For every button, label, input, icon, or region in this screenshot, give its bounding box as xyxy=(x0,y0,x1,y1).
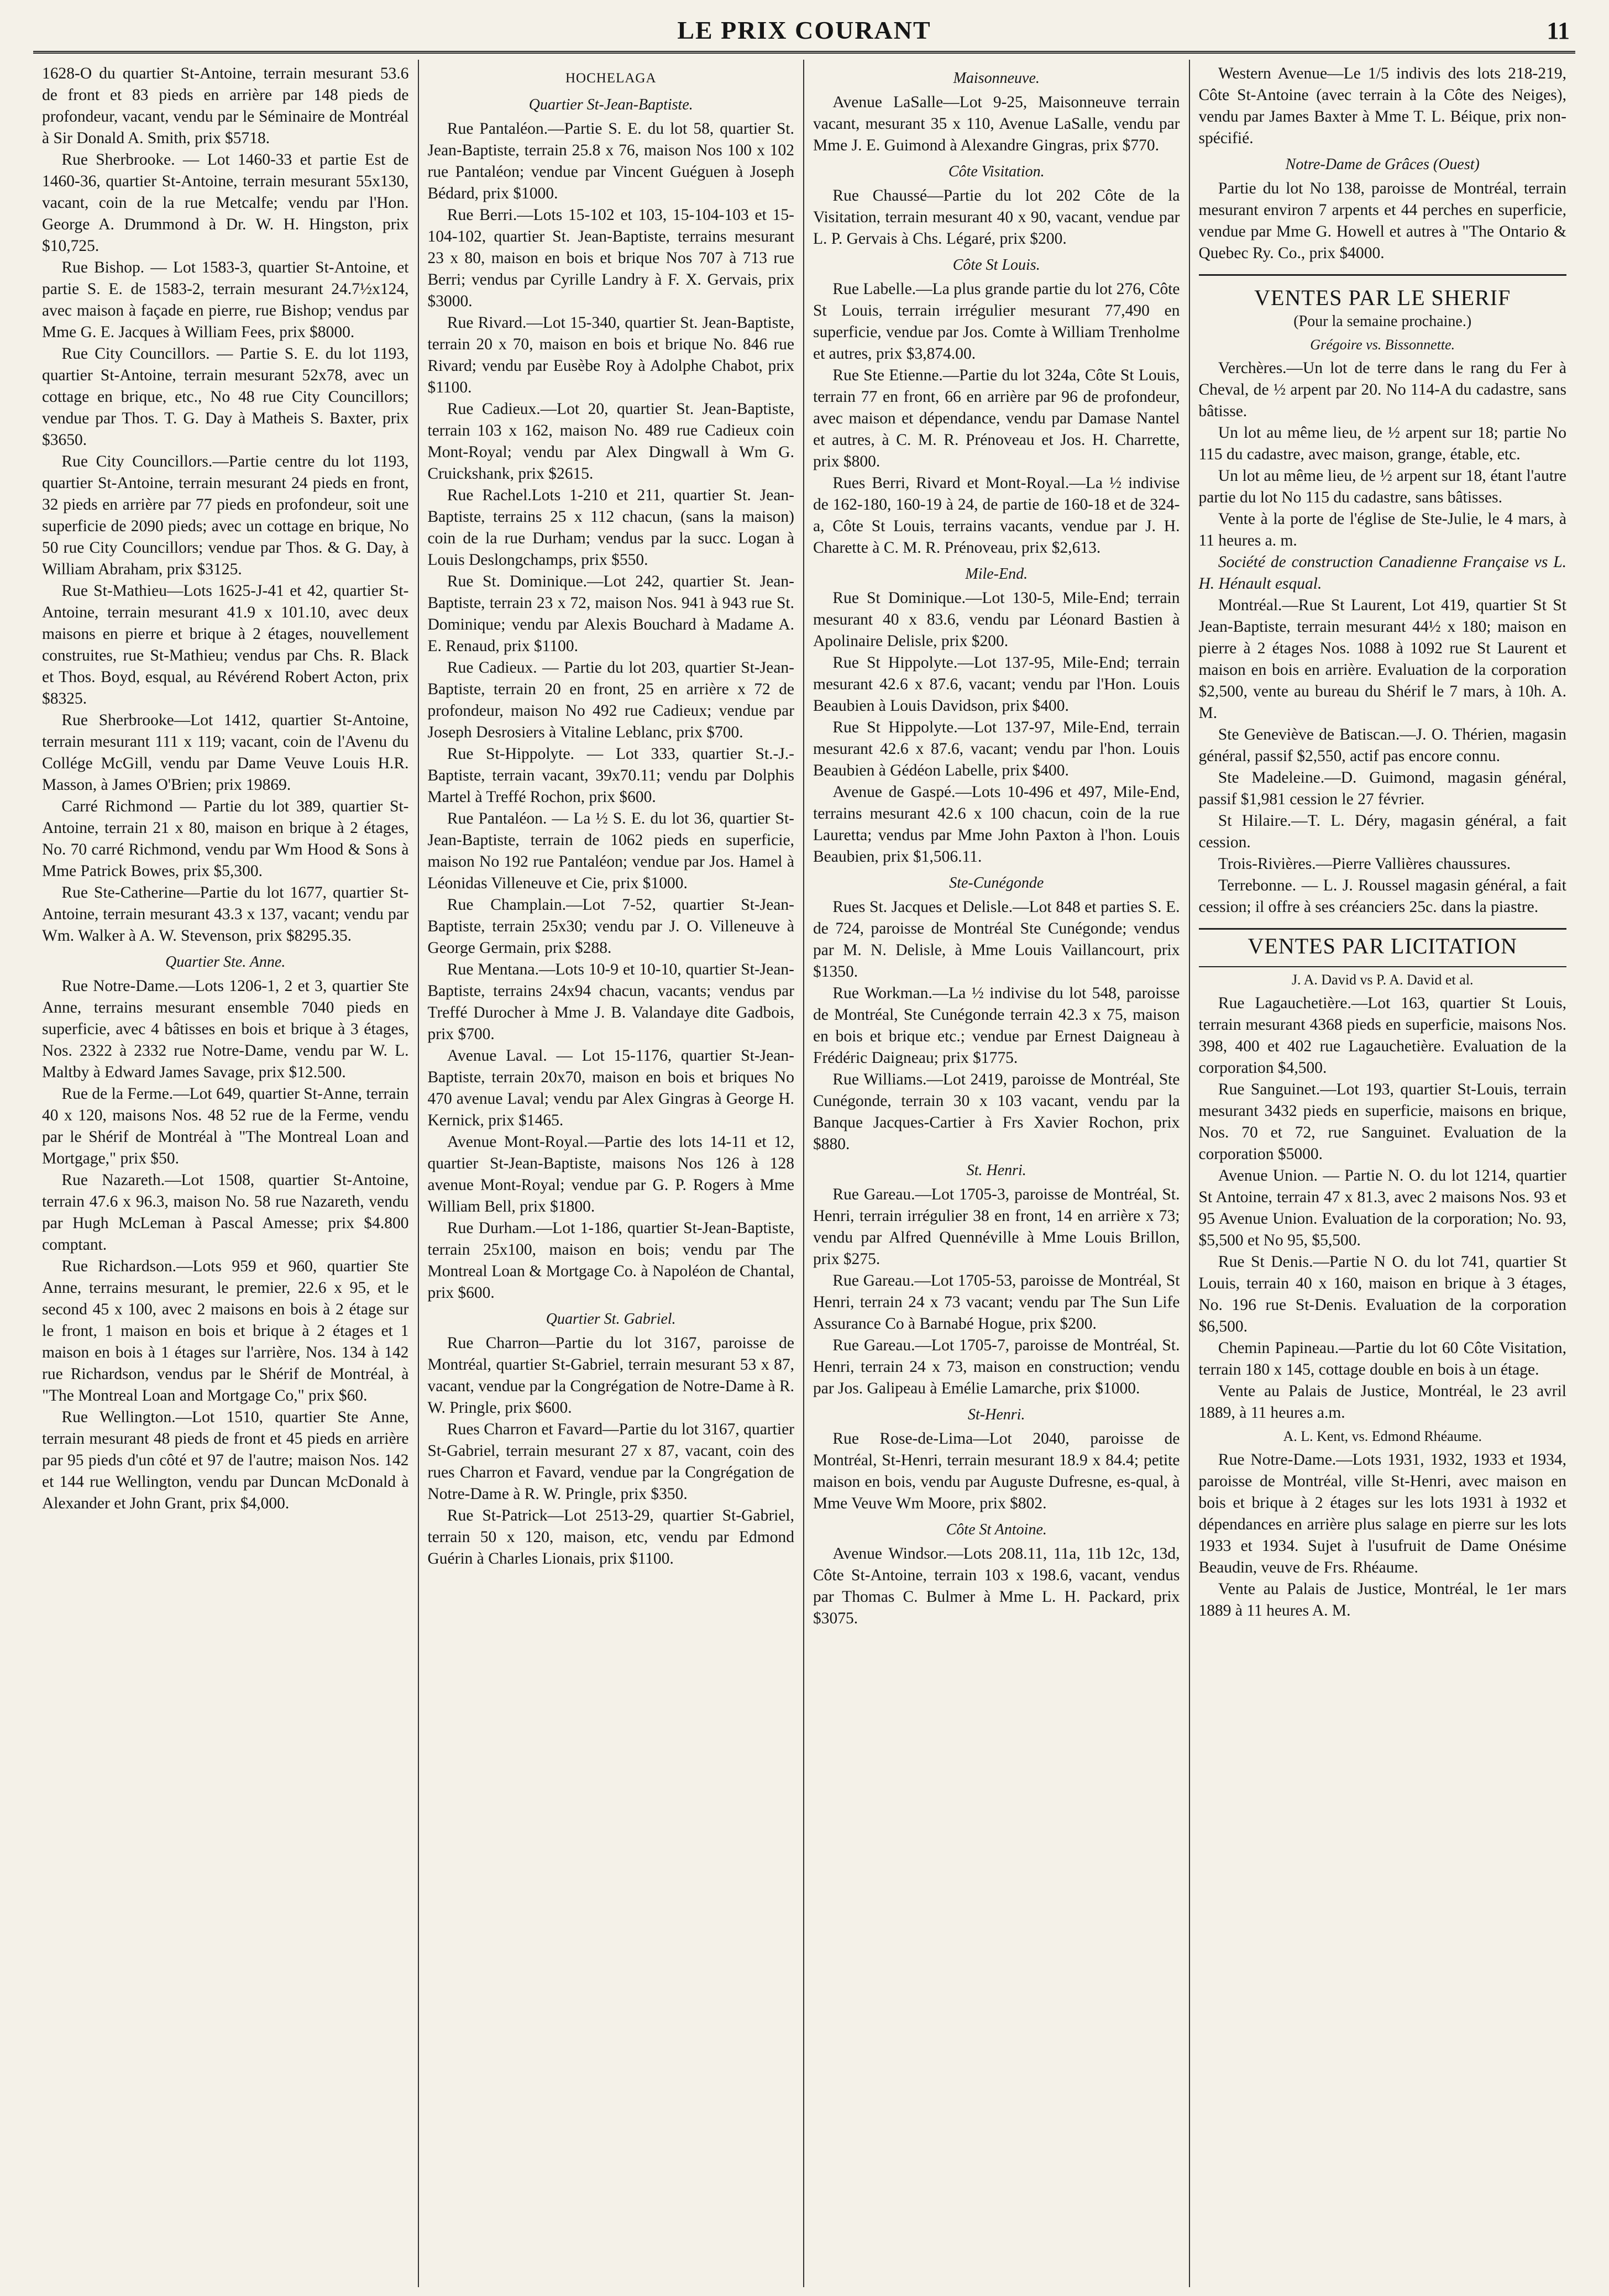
listing: Ste Madeleine.—D. Guimond, magasin général, passif $1,981 cession le 27 février. xyxy=(1198,769,1566,808)
section-heading: Quartier St. Gabriel. xyxy=(546,1310,676,1328)
section-heading: Maisonneuve. xyxy=(953,70,1040,87)
listing: Rue St Hippolyte.—Lot 137-97, Mile-End, terrain mesurant 42.6 x 87.6, vacant; vendu par l'hon. Louis Beaubien à Gédéon Labelle, prix $400. xyxy=(813,719,1180,779)
section-heading: Côte St Antoine. xyxy=(946,1521,1047,1538)
listing: Rue Workman.—La ½ indivise du lot 548, paroisse de Montréal, Ste Cunégonde terrain 42.3 x 75, maison en bois et brique etc.; vendue par Ernest Daigneau à Frédéric Daigneau; prix $1775. xyxy=(813,984,1180,1067)
listing: Rue St-Hippolyte. — Lot 333, quartier St.-J.-Baptiste, terrain vacant, 39x70.11; vendu par Dolphis Martel à Treffé Rochon, prix $600. xyxy=(427,745,794,806)
listing: Rue City Councillors.—Partie centre du lot 1193, quartier St-Antoine, terrain mesurant 24 pieds en front, 32 pieds en arrière par 77 pieds en profondeur, soit une superficie de 2090 pieds; avec un cottage en brique, No 50 rue City Councillors; vendue par Thos. & G. Day, à William Abraham, prix $3125. xyxy=(42,453,409,578)
listing: Un lot au même lieu, de ½ arpent sur 18; partie No 115 du cadastre, avec maison, grange, étable, etc. xyxy=(1198,424,1566,463)
listing: Verchères.—Un lot de terre dans le rang du Fer à Cheval, de ½ arpent par 20. No 114-A du cadastre, sans bâtisse. xyxy=(1198,359,1566,420)
case-title: J. A. David vs P. A. David et al. xyxy=(1291,972,1474,988)
listing: Rue City Councillors. — Partie S. E. du lot 1193, quartier St-Antoine, terrain mesurant 52x78, avec un cottage en brique, etc., No 48 rue City Councillors; vendue par Thos. T. G. Day à Matheis S. Baxter, prix $3650. xyxy=(42,345,409,449)
case-title: A. L. Kent, vs. Edmond Rhéaume. xyxy=(1283,1428,1482,1444)
listing: Rue Notre-Dame.—Lots 1931, 1932, 1933 et 1934, paroisse de Montréal, ville St-Henri, avec maison en bois et brique à 2 étages sur les lots 1931 à 1932 et dépendances en arrière plus salage en pierre sur les lots 1933 et 1934. Sujet à l'usufruit de Dame Onésime Beaudin, veuve de Frs. Rhéaume. xyxy=(1198,1451,1566,1576)
column-4 xyxy=(1190,60,1576,2287)
listing: Rue Sherbrooke—Lot 1412, quartier St-Antoine, terrain mesurant 111 x 119; vacant, coin de l'Avenu du Collége McGill, vendu par Dame Veuve Louis H.R. Masson, à James O'Brien; prix 19869. xyxy=(42,711,409,794)
listing: Rue Rachel.Lots 1-210 et 211, quartier St. Jean-Baptiste, terrains 25 x 112 chacun, (sans la maison) coin de la rue Durham; vendus par la succ. Logan à Louis Deslongchamps, prix $550. xyxy=(427,486,794,569)
listing: Un lot au même lieu, de ½ arpent sur 18, étant l'autre partie du lot No 115 du cadastre, sans bâtisses. xyxy=(1198,467,1566,506)
licitation-sales-heading: VENTES PAR LICITATION xyxy=(1248,934,1517,958)
page-header xyxy=(33,11,1575,54)
column-3 xyxy=(804,60,1190,2287)
column-1 xyxy=(33,60,419,2287)
case-title: Grégoire vs. Bissonnette. xyxy=(1310,337,1455,353)
listing: Rues Berri, Rivard et Mont-Royal.—La ½ indivise de 162-180, 160-19 à 24, de partie de 160-18 et de 324-a, Côte St Louis, terrains vacants, vendue par J. H. Charette à C. M. R. Prénoveau, prix $2,613. xyxy=(813,474,1180,557)
listing: Avenue Windsor.—Lots 208.11, 11a, 11b 12c, 13d, Côte St-Antoine, terrain 103 x 198.6, vacant, vendus par Thomas C. Bulmer à Mme L. H. Packard, prix $3075. xyxy=(813,1545,1180,1627)
listing: Rue Bishop. — Lot 1583-3, quartier St-Antoine, et partie S. E. de 1583-2, terrain mesurant 24.7½x124, avec maison à façade en pierre, rue Bishop; vendus par Mme G. E. Jacques à William Fees, prix $8000. xyxy=(42,259,409,341)
masthead-title: LE PRIX COURANT xyxy=(677,16,931,44)
listing: Rue St-Patrick—Lot 2513-29, quartier St-Gabriel, terrain 50 x 120, maison, etc, vendu par Edmond Guérin à Charles Lionais, prix $1100. xyxy=(427,1507,794,1568)
listing: Rue Chaussé—Partie du lot 202 Côte de la Visitation, terrain mesurant 40 x 90, vacant, vendue par L. P. Gervais à Chs. Légaré, prix $200. xyxy=(813,187,1180,248)
listing: Rue St Hippolyte.—Lot 137-95, Mile-End; terrain mesurant 42.6 x 87.6, vacant; vendu par l'Hon. Louis Beaubien à Louis Davidson, prix $400. xyxy=(813,654,1180,715)
section-heading: Notre-Dame de Grâces (Ouest) xyxy=(1285,156,1480,173)
section-heading: Quartier Ste. Anne. xyxy=(165,953,286,971)
listing: Montréal.—Rue St Laurent, Lot 419, quartier St St Jean-Baptiste, terrain mesurant 44½ x 180; maison en pierre à 2 étages Nos. 1088 à 1092 rue St Laurent et maison en bois en arrière. Evaluation de la corporation $2,500, vente au bureau du Shérif le 7 mars, à 10h. A. M. xyxy=(1198,596,1566,722)
listing: Rue Cadieux. — Partie du lot 203, quartier St-Jean-Baptiste, terrain 20 en front, 25 en arrière x 72 de profondeur, maison No 492 rue Cadieux; vendue par Joseph Desrosiers à Vitaline Leblanc, prix $700. xyxy=(427,659,794,741)
section-heading: Ste-Cunégonde xyxy=(949,874,1044,892)
listing: Rue St Denis.—Partie N O. du lot 741, quartier St Louis, terrain 40 x 160, maison en brique à 3 étages, No. 196 rue St-Denis. Evaluation de la corporation $6,500. xyxy=(1198,1253,1566,1335)
listing: Rue Lagauchetière.—Lot 163, quartier St Louis, terrain mesurant 4368 pieds en superficie, maisons Nos. 398, 400 et 402 rue Lagauchetière. Evaluation de la corporation $4,500. xyxy=(1198,994,1566,1077)
listing: Vente au Palais de Justice, Montréal, le 23 avril 1889, à 11 heures a.m. xyxy=(1198,1382,1566,1422)
listing: Rue Wellington.—Lot 1510, quartier Ste Anne, terrain mesurant 48 pieds de front et 45 pieds en arrière par 95 pieds d'un côté et 97 de l'autre; maison Nos. 142 et 144 rue Wellington, vendu par Duncan McDonald à Alexander et John Grant, prix $4,000. xyxy=(42,1408,409,1512)
listing: Rue Champlain.—Lot 7-52, quartier St-Jean-Baptiste, terrain 25x30; vendu par J. O. Villeneuve à George Germain, prix $288. xyxy=(427,896,794,957)
listing: Rue St Dominique.—Lot 130-5, Mile-End; terrain mesurant 40 x 83.6, vendu par Léonard Bastien à Apolinaire Delisle, prix $200. xyxy=(813,589,1180,650)
listing: Ste Geneviève de Batiscan.—J. O. Thérien, magasin général, passif $2,550, actif pas encore connu. xyxy=(1198,726,1566,765)
listing: Rue de la Ferme.—Lot 649, quartier St-Anne, terrain 40 x 120, maisons Nos. 48 52 rue de la Ferme, vendu par le Shérif de Montréal à "The Montreal Loan and Mortgage," prix $50. xyxy=(42,1085,409,1167)
section-rule xyxy=(1199,966,1567,967)
section-heading: St-Henri. xyxy=(968,1406,1025,1423)
section-heading: Côte St Louis. xyxy=(952,256,1040,274)
listing: Rues St. Jacques et Delisle.—Lot 848 et parties S. E. de 724, paroisse de Montréal Ste Cunégonde; vendus par M. N. Delisle, à Mme Louis Vaillancourt, prix $1350. xyxy=(813,898,1180,981)
listing: St Hilaire.—T. L. Déry, magasin général, a fait cession. xyxy=(1198,812,1566,851)
listing: Trois-Rivières.—Pierre Vallières chaussures. xyxy=(1218,855,1511,873)
listing: Avenue Laval. — Lot 15-1176, quartier St-Jean-Baptiste, terrain 20x70, maison en bois et briques No 470 avenue Laval; vendu par Alex Gingras à George H. Kernick, prix $1465. xyxy=(427,1047,794,1129)
section-rule xyxy=(1199,928,1567,930)
listing: Carré Richmond — Partie du lot 389, quartier St-Antoine, terrain 21 x 80, maison en brique à 2 étages, No. 70 carré Richmond, vendu par Wm Hood & Sons à Mme Patrick Bowes, prix $5,300. xyxy=(42,798,409,880)
section-heading: Mile-End. xyxy=(965,565,1028,583)
listing: Rue Ste Etienne.—Partie du lot 324a, Côte St Louis, terrain 77 en front, 66 en arrière par 96 de profondeur, avec maison et dépendance, vendu par Damase Nantel et autres, à C. M. R. Prénoveau et Jos. H. Charrette, prix $800. xyxy=(813,366,1180,470)
listing: Rue Gareau.—Lot 1705-3, paroisse de Montréal, St. Henri, terrain irrégulier 38 en front, 14 en arrière x 73; vendu par Alfred Quennéville à Mme Louis Brillon, prix $275. xyxy=(813,1186,1180,1268)
listing: Rue Durham.—Lot 1-186, quartier St-Jean-Baptiste, terrain 25x100, maison en bois; vendu par The Montreal Loan & Mortgage Co. à Napoléon de Chantal, prix $600. xyxy=(427,1219,794,1302)
listing: Rue Williams.—Lot 2419, paroisse de Montréal, Ste Cunégonde, terrain 30 x 103 vacant, vendu par la Banque Jacques-Cartier à Frs Xavier Rochon, prix $880. xyxy=(813,1071,1180,1153)
listing: Rues Charron et Favard—Partie du lot 3167, quartier St-Gabriel, terrain mesurant 27 x 87, vacant, coin des rues Charron et Favard, vendue par la Congrégation de Notre-Dame à R. W. Pringle, prix $350. xyxy=(427,1420,794,1503)
listing: Avenue LaSalle—Lot 9-25, Maisonneuve terrain vacant, mesurant 35 x 110, Avenue LaSalle, vendu par Mme J. E. Guimond à Alexandre Gingras, prix $770. xyxy=(813,93,1180,154)
sheriff-sales-heading: VENTES PAR LE SHERIF xyxy=(1254,285,1511,310)
listing: Rue Sanguinet.—Lot 193, quartier St-Louis, terrain mesurant 3432 pieds en superficie, maisons en brique, Nos. 70 et 72, rue Sanguinet. Evaluation de la corporation $5000. xyxy=(1198,1081,1566,1163)
column-2 xyxy=(419,60,805,2287)
listing: Rue Charron—Partie du lot 3167, paroisse de Montréal, quartier St-Gabriel, terrain mesurant 53 x 87, vacant, vendue par la Congrégation de Notre-Dame à R. W. Pringle, prix $600. xyxy=(427,1334,794,1417)
listing: Rue Notre-Dame.—Lots 1206-1, 2 et 3, quartier Ste Anne, terrains mesurant ensemble 7040 pieds en superficie, avec 4 bâtisses en bois et brique à 3 étages, Nos. 2322 à 2332 rue Notre-Dame, vendu par W. L. Maltby à Edward James Savage, prix $12.500. xyxy=(42,977,409,1081)
listing: Vente au Palais de Justice, Montréal, le 1er mars 1889 à 11 heures A. M. xyxy=(1198,1580,1566,1619)
listing: Rue Berri.—Lots 15-102 et 103, 15-104-103 et 15-104-102, quartier St. Jean-Baptiste, terrains mesurant 23 x 80, maison en bois et brique Nos 707 à 713 rue Berri; vendus par Cyrille Landry à F. X. Gervais, prix $3000. xyxy=(427,206,794,310)
listing: Rue Rose-de-Lima—Lot 2040, paroisse de Montréal, St-Henri, terrain mesurant 18.9 x 84.4; petite maison en bois, vendu par Auguste Dufresne, es-qual, à Mme Veuve Wm Moore, prix $802. xyxy=(813,1430,1180,1512)
listing: Vente à la porte de l'église de Ste-Julie, le 4 mars, à 11 heures a. m. xyxy=(1198,510,1566,549)
listing: Rue Cadieux.—Lot 20, quartier St. Jean-Baptiste, terrain 103 x 162, maison No. 489 rue Cadieux coin Mont-Royal; vendu par Alex Dingwall à Wm G. Cruickshank, prix $2615. xyxy=(427,400,794,483)
listing: Rue Gareau.—Lot 1705-53, paroisse de Montréal, St Henri, terrain 24 x 73 vacant; vendu par The Sun Life Assurance Co à Barnabé Hogue, prix $200. xyxy=(813,1272,1180,1333)
listing: Rue Ste-Catherine—Partie du lot 1677, quartier St-Antoine, terrain mesurant 43.3 x 137, vacant; vendu par Wm. Walker à A. W. Stevenson, prix $8295.35. xyxy=(42,884,409,945)
listing: Partie du lot No 138, paroisse de Montréal, terrain mesurant environ 7 arpents et 44 perches en superficie, vendue par Mme G. Howell et autres à "The Ontario & Quebec Ry. Co., prix $4000. xyxy=(1198,180,1566,262)
section-rule xyxy=(1199,274,1567,276)
section-heading: Côte Visitation. xyxy=(948,163,1045,180)
listing: Rue Richardson.—Lots 959 et 960, quartier Ste Anne, terrains mesurant, le premier, 22.6 x 95, et le second 45 x 100, avec 2 maisons en bois à 2 étage sur le front, 1 maison en bois et brique à 2 étages et 1 maison en bois à 1 étages sur l'arrière, Nos. 134 à 142 rue Richardson, vendus par le Shérif de Montréal, à "The Montreal Loan and Mortgage Co," prix $60. xyxy=(42,1257,409,1404)
section-heading: HOCHELAGA xyxy=(565,71,657,86)
listing: Avenue de Gaspé.—Lots 10-496 et 497, Mile-End, terrains mesurant 42.6 x 100 chacun, coin de la rue Lauretta; vendus par Mme John Paxton à l'hon. Louis Beaubien, prix $1,506.11. xyxy=(813,783,1180,866)
listing: Rue Sherbrooke. — Lot 1460-33 et partie Est de 1460-36, quartier St-Antoine, terrain mesurant 55x130, vacant, coin de la rue Metcalfe; vendu par l'Hon. George A. Drummond à Dr. W. H. Hingston, prix $10,725. xyxy=(42,151,409,255)
listing: Chemin Papineau.—Partie du lot 60 Côte Visitation, terrain 180 x 145, cottage double en bois à un étage. xyxy=(1198,1339,1566,1378)
listing: Rue Rivard.—Lot 15-340, quartier St. Jean-Baptiste, terrain 20 x 70, maison en bois et brique No. 846 rue Rivard; vendu par Eusèbe Roy à Adolphe Chabot, prix $1100. xyxy=(427,314,794,396)
listing: Rue Labelle.—La plus grande partie du lot 276, Côte St Louis, terrain irrégulier mesurant 77,490 en superficie, vendue par Jos. Comte à William Trenholme et autres, prix $3,874.00. xyxy=(813,280,1180,363)
listing: Rue Gareau.—Lot 1705-7, paroisse de Montréal, St. Henri, terrain 24 x 73, maison en construction; vendu par Jos. Galipeau à Emélie Lamarche, prix $1000. xyxy=(813,1336,1180,1397)
section-heading: St. Henri. xyxy=(966,1162,1026,1179)
listing: Rue Nazareth.—Lot 1508, quartier St-Antoine, terrain 47.6 x 96.3, maison No. 58 rue Nazareth, vendu par Hugh McLeman à Pascal Amesse; prix $4.800 comptant. xyxy=(42,1171,409,1254)
columns xyxy=(33,60,1575,2287)
listing: Terrebonne. — L. J. Roussel magasin général, a fait cession; il offre à ses créanciers 25c. dans la piastre. xyxy=(1198,877,1566,916)
listing: Rue Pantaléon.—Partie S. E. du lot 58, quartier St. Jean-Baptiste, terrain 25.8 x 76, maison Nos 100 x 102 rue Pantaléon; vendue par Vincent Guéguen à Joseph Bédard, prix $1000. xyxy=(427,120,794,202)
case-title: Société de construction Canadienne Française vs L. H. Hénault esqual. xyxy=(1198,553,1566,593)
listing: 1628-O du quartier St-Antoine, terrain mesurant 53.6 de front et 83 pieds en arrière par 148 pieds de profondeur, vacant, vendu par le Séminaire de Montréal à Sir Donald A. Smith, prix $5718. xyxy=(42,65,409,147)
listing: Western Avenue—Le 1/5 indivis des lots 218-219, Côte St-Antoine (avec terrain à la Côte des Neiges), vendu par James Baxter à Mme T. L. Béique, prix non-spécifié. xyxy=(1198,65,1566,147)
sheriff-sales-subtitle: (Pour la semaine prochaine.) xyxy=(1293,313,1472,330)
listing: Rue St-Mathieu—Lots 1625-J-41 et 42, quartier St-Antoine, terrain mesurant 41.9 x 101.10, avec deux maisons en pierre et brique à 2 étages, nouvellement construites, rue St-Mathieu; vendus par Chs. R. Black et Thos. Boyd, esqual, au Révérend Robert Acton, prix $8325. xyxy=(42,582,409,707)
listing: Avenue Union. — Partie N. O. du lot 1214, quartier St Antoine, terrain 47 x 81.3, avec 2 maisons Nos. 93 et 95 Avenue Union. Evaluation de la corporation; No. 93, $5,500 et No 95, $5,500. xyxy=(1198,1167,1566,1249)
section-subheading: Quartier St-Jean-Baptiste. xyxy=(528,96,693,113)
listing: Rue Mentana.—Lots 10-9 et 10-10, quartier St-Jean-Baptiste, terrains 24x94 chacun, vacants; vendus par Treffé Durocher à Mme J. B. Valandaye dite Gadbois, prix $700. xyxy=(427,961,794,1043)
listing: Avenue Mont-Royal.—Partie des lots 14-11 et 12, quartier St-Jean-Baptiste, maisons Nos 126 à 128 avenue Mont-Royal; vendue par G. P. Rogers à Mme William Bell, prix $1800. xyxy=(427,1133,794,1215)
listing: Rue Pantaléon. — La ½ S. E. du lot 36, quartier St-Jean-Baptiste, terrain de 1062 pieds en superficie, maison No 192 rue Pantaléon; vendue par Jos. Hamel à Léonidas Villeneuve et Cie, prix $1000. xyxy=(427,810,794,892)
page-number: 11 xyxy=(1547,17,1570,44)
listing: Rue St. Dominique.—Lot 242, quartier St. Jean-Baptiste, terrain 23 x 72, maison Nos. 941 à 943 rue St. Dominique; vendu par Alexis Bouchard à Madame A. E. Renaud, prix $1100. xyxy=(427,573,794,655)
